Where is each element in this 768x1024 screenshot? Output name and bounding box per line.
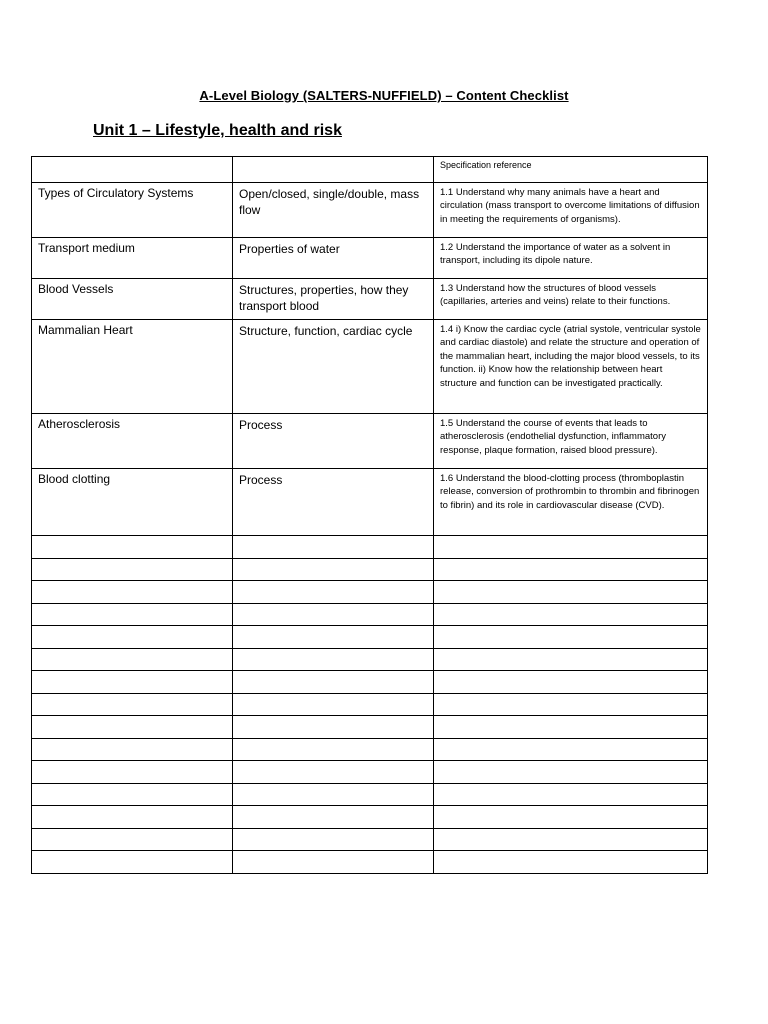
empty-table-row [32,828,708,851]
empty-table-row [32,671,708,694]
empty-cell [233,671,434,694]
empty-cell [32,783,233,806]
empty-cell [32,581,233,604]
empty-cell [32,738,233,761]
content-cell: Process [233,414,434,469]
spec-cell: 1.2 Understand the importance of water as a solvent in transport, including its dipole nature. [434,238,708,279]
empty-cell [434,738,708,761]
table-row [32,469,708,536]
empty-table-row [32,783,708,806]
content-cell: Structures, properties, how they transport blood [233,279,434,320]
empty-table-row [32,761,708,784]
content-cell: Properties of water [233,238,434,279]
empty-cell [434,603,708,626]
empty-cell [434,536,708,559]
empty-cell [233,626,434,649]
spec-cell: 1.5 Understand the course of events that leads to atherosclerosis (endothelial dysfunction, inflammatory response, plaque formation, raised blood pressure). [434,414,708,469]
empty-table-row [32,806,708,829]
empty-cell [32,761,233,784]
table-row [32,183,708,238]
empty-cell [32,603,233,626]
table-row [32,320,708,414]
empty-cell [233,806,434,829]
empty-table-row [32,536,708,559]
empty-table-row [32,558,708,581]
content-cell: Open/closed, single/double, mass flow [233,183,434,238]
document-title: A-Level Biology (SALTERS-NUFFIELD) – Content Checklist [199,88,569,103]
spec-cell: 1.6 Understand the blood-clotting process (thromboplastin release, conversion of prothrombin to thrombin and fibrinogen to fibrin) and its role in cardiovascular disease (CVD). [434,469,708,536]
empty-cell [233,828,434,851]
table-row [32,279,708,320]
empty-cell [434,626,708,649]
empty-cell [434,761,708,784]
spec-cell: 1.3 Understand how the structures of blood vessels (capillaries, arteries and veins) relate to their functions. [434,279,708,320]
topic-cell: Blood clotting [32,469,233,536]
empty-cell [434,581,708,604]
empty-table-row [32,716,708,739]
topic-cell: Atherosclerosis [32,414,233,469]
empty-cell [434,851,708,874]
empty-cell [233,738,434,761]
empty-cell [32,806,233,829]
spec-cell: 1.4 i) Know the cardiac cycle (atrial systole, ventricular systole and cardiac diastole) and relate the structure and operation of the mammalian heart, including the major blood vessels, to its function. ii) Know how the relationship between heart structure and function can be investigated practically. [434,320,708,414]
empty-cell [32,851,233,874]
empty-cell [32,536,233,559]
table-row [32,238,708,279]
empty-cell [233,558,434,581]
empty-cell [32,693,233,716]
content-checklist-table [31,156,708,874]
empty-table-row [32,626,708,649]
empty-cell [32,716,233,739]
topic-cell: Transport medium [32,238,233,279]
empty-cell [434,783,708,806]
table-header-row [32,157,708,183]
empty-rows [32,536,708,874]
spec-cell: 1.1 Understand why many animals have a heart and circulation (mass transport to overcome limitations of diffusion in meeting the requirements of organisms). [434,183,708,238]
empty-table-row [32,603,708,626]
empty-cell [434,716,708,739]
table-row [32,414,708,469]
empty-cell [434,558,708,581]
unit-heading: Unit 1 – Lifestyle, health and risk [93,122,342,139]
content-cell: Process [233,469,434,536]
header-cell-topic [32,157,233,183]
empty-cell [32,828,233,851]
empty-cell [233,693,434,716]
empty-table-row [32,648,708,671]
empty-cell [434,828,708,851]
empty-cell [233,536,434,559]
empty-cell [233,716,434,739]
empty-cell [434,693,708,716]
header-cell-content [233,157,434,183]
header-cell-spec-reference: Specification reference [434,157,708,183]
topic-cell: Types of Circulatory Systems [32,183,233,238]
empty-cell [233,581,434,604]
empty-cell [233,851,434,874]
empty-cell [434,671,708,694]
empty-cell [233,648,434,671]
empty-cell [434,648,708,671]
topic-cell: Blood Vessels [32,279,233,320]
empty-cell [233,783,434,806]
empty-table-row [32,581,708,604]
empty-cell [233,761,434,784]
topic-cell: Mammalian Heart [32,320,233,414]
empty-cell [233,603,434,626]
empty-cell [32,626,233,649]
empty-cell [32,648,233,671]
content-cell: Structure, function, cardiac cycle [233,320,434,414]
empty-table-row [32,693,708,716]
empty-cell [32,671,233,694]
empty-cell [434,806,708,829]
empty-cell [32,558,233,581]
empty-table-row [32,851,708,874]
empty-table-row [32,738,708,761]
